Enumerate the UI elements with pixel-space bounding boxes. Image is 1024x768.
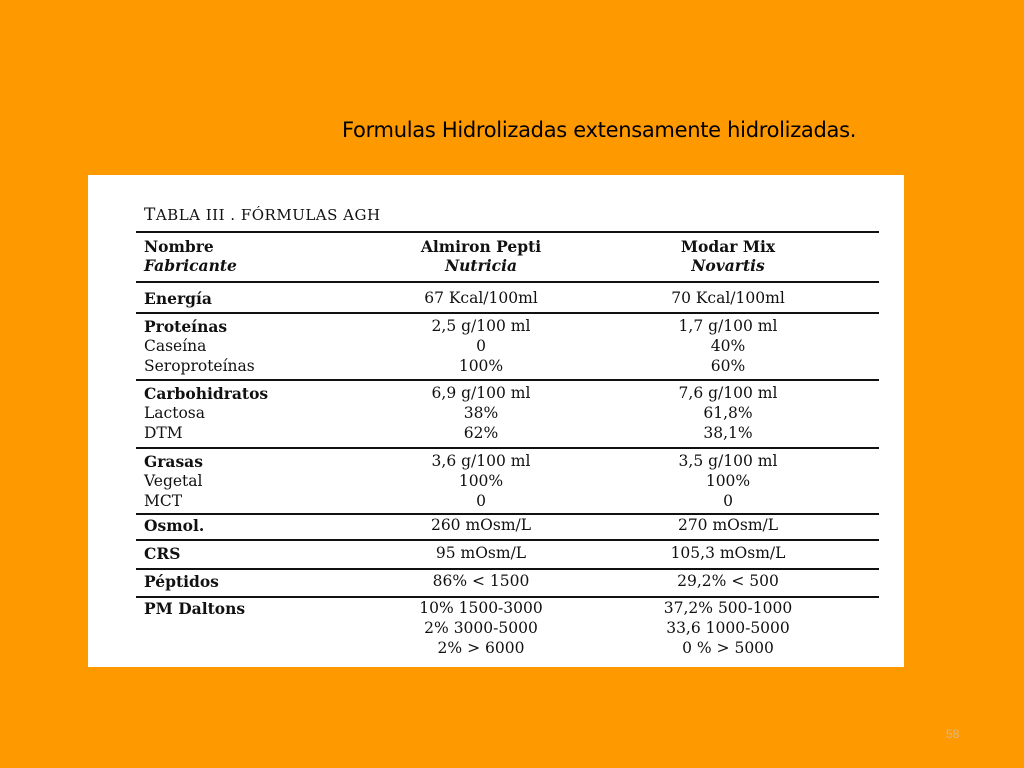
row-label: Péptidos <box>144 572 219 591</box>
row-value: 2,5 g/100 ml <box>431 317 531 335</box>
row-sublabel: DTM <box>144 424 183 442</box>
row-label: PM Daltons <box>144 599 246 618</box>
row-value: 95 mOsm/L <box>435 544 527 562</box>
table-rule <box>136 447 879 449</box>
table-rule <box>136 596 879 598</box>
header-col1-line1: Nombre <box>144 237 214 256</box>
table-rule <box>136 379 879 381</box>
header-col2-line2: Nutricia <box>444 256 518 275</box>
row-value: 61,8% <box>703 404 753 422</box>
row-value: 105,3 mOsm/L <box>670 544 786 562</box>
header-col1-line2: Fabricante <box>144 256 237 275</box>
row-value: 100% <box>705 472 751 490</box>
table-rule-top <box>136 231 879 233</box>
row-value: 7,6 g/100 ml <box>678 384 778 402</box>
row-value: 3,6 g/100 ml <box>431 452 531 470</box>
row-value: 67 Kcal/100ml <box>424 289 538 307</box>
row-value: 1,7 g/100 ml <box>678 317 778 335</box>
row-value: 40% <box>710 337 746 355</box>
row-label: Carbohidratos <box>144 384 269 403</box>
table-caption <box>144 205 381 225</box>
table-rule <box>136 281 879 283</box>
row-value: 0 % > 5000 <box>682 639 774 657</box>
row-sublabel: Seroproteínas <box>144 357 255 375</box>
table-rule <box>136 312 879 314</box>
row-value: 62% <box>463 424 499 442</box>
table-rule <box>136 539 879 541</box>
row-value: 0 <box>723 492 733 510</box>
row-value: 86% < 1500 <box>432 572 530 590</box>
row-value: 0 <box>476 337 486 355</box>
row-label: CRS <box>144 544 181 563</box>
row-value: 10% 1500-3000 <box>419 599 543 617</box>
table-rule <box>136 568 879 570</box>
row-value: 37,2% 500-1000 <box>663 599 793 617</box>
row-value: 3,5 g/100 ml <box>678 452 778 470</box>
row-label: Proteínas <box>144 317 228 336</box>
row-value: 100% <box>458 472 504 490</box>
header-col3-line1: Modar Mix <box>680 237 776 256</box>
table-rule <box>136 513 879 515</box>
nutrition-table <box>88 175 904 667</box>
row-value: 0 <box>476 492 486 510</box>
row-value: 6,9 g/100 ml <box>431 384 531 402</box>
row-label: Osmol. <box>144 516 205 535</box>
row-value: 33,6 1000-5000 <box>666 619 790 637</box>
row-value: 100% <box>458 357 504 375</box>
row-value: 2% > 6000 <box>437 639 525 657</box>
row-sublabel: Vegetal <box>144 472 203 490</box>
row-sublabel: Caseína <box>144 337 207 355</box>
row-label: Grasas <box>144 452 203 471</box>
row-sublabel: Lactosa <box>144 404 205 422</box>
row-value: 70 Kcal/100ml <box>671 289 785 307</box>
header-col3-line2: Novartis <box>691 256 765 275</box>
header-col2-line1: Almiron Pepti <box>420 237 542 256</box>
row-value: 60% <box>710 357 746 375</box>
row-value: 38% <box>463 404 499 422</box>
row-label: Energía <box>144 289 212 308</box>
row-value: 29,2% < 500 <box>677 572 779 590</box>
caption-text: ABLA III . FÓRMULAS AGH <box>155 206 381 224</box>
row-value: 270 mOsm/L <box>677 516 779 534</box>
caption-initial: T <box>144 205 156 225</box>
page-number: 58 <box>946 727 960 741</box>
slide-title: Formulas Hidrolizadas extensamente hidrolizadas. <box>342 118 857 142</box>
row-value: 2% 3000-5000 <box>424 619 538 637</box>
row-sublabel: MCT <box>144 492 183 510</box>
row-value: 260 mOsm/L <box>430 516 532 534</box>
row-value: 38,1% <box>703 424 753 442</box>
